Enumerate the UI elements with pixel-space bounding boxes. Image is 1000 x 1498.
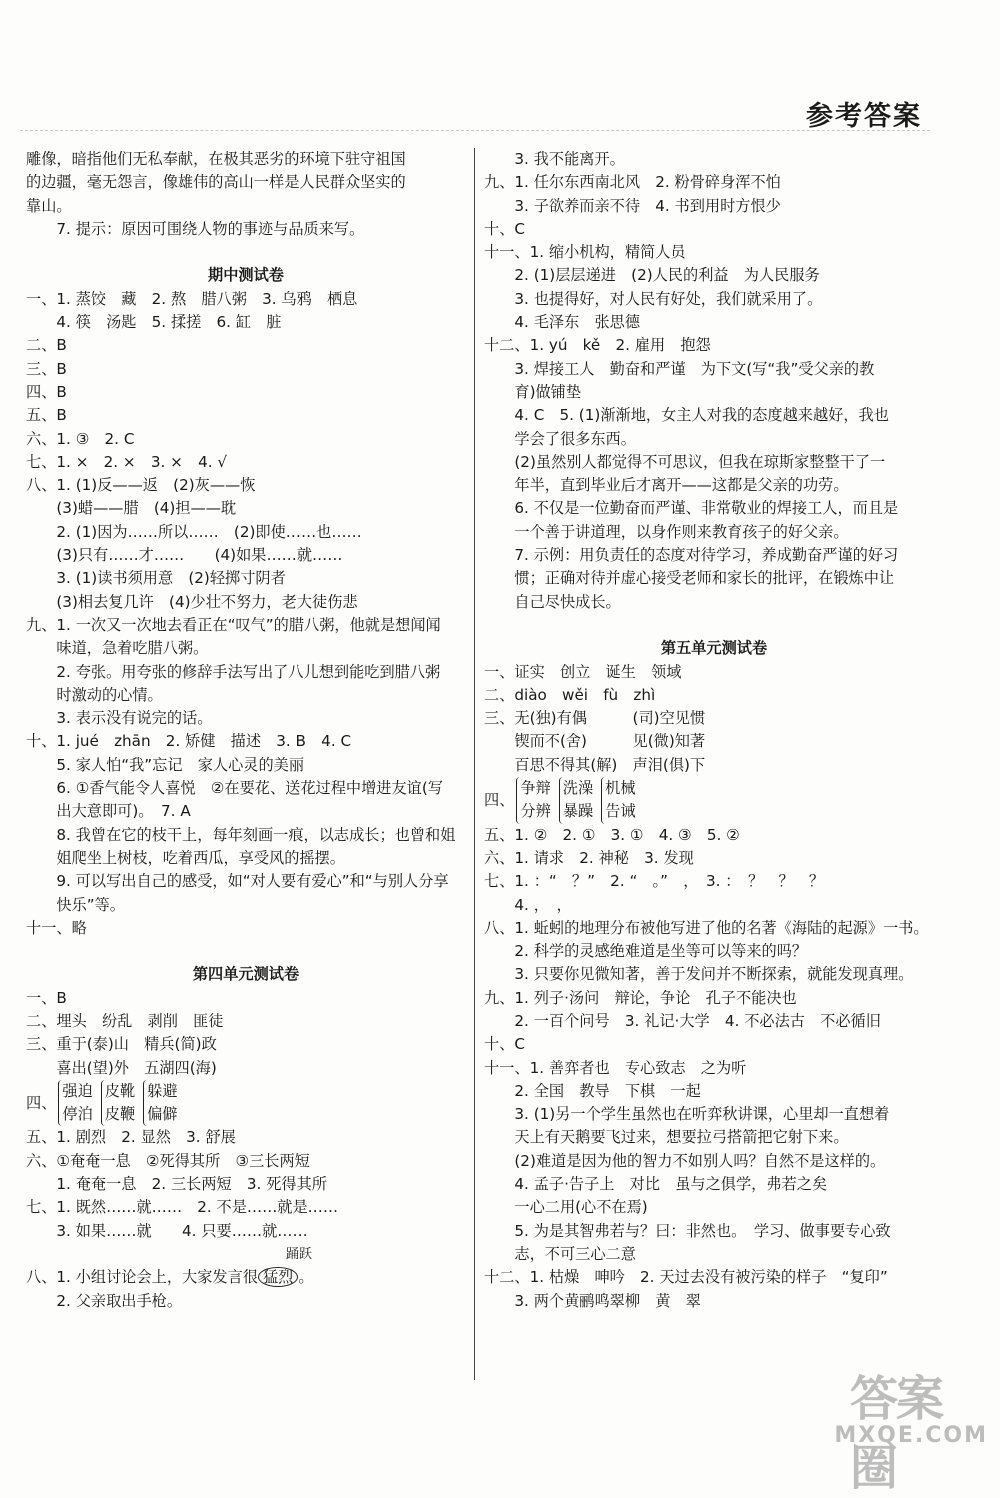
answer-line: (2)虽然别人都觉得不可思议，但我在琼斯家整整干了一 (484, 452, 886, 471)
answer-line: 3. 我不能离开。 (484, 150, 625, 168)
answer-line: 三、B (26, 359, 67, 378)
answer-line: 三、无(独)有偶 (司)空见惯 (484, 709, 706, 728)
brace-word: 分辨 (520, 802, 551, 821)
answer-line: 七、1. ：“ ？” 2. “ 。” ， 3. ： ？ ？ ？ (484, 872, 825, 891)
answer-line: 靠山。 (26, 196, 72, 215)
answer-line: 喜出(望)外 五湖四(海) (26, 1058, 217, 1077)
answer-line: 十一、略 (26, 918, 87, 937)
watermark-url: MXQE.COM (834, 1423, 988, 1448)
brace-word: 暴躁 (562, 802, 594, 821)
brace-word: 停泊 (62, 1105, 93, 1124)
handwritten-correction: 踊跃 (286, 1246, 313, 1262)
answer-line: 1. 奄奄一息 2. 三长两短 3. 死得其所 (26, 1175, 327, 1194)
right-column (484, 148, 944, 1313)
brace-word: 皮鞭 (104, 1105, 136, 1124)
brace-word: 皮靴 (104, 1081, 136, 1100)
answer-line: (3)只有……才…… (4)如果……就…… (26, 546, 343, 565)
answer-line: 一心二用(心不在焉) (484, 1198, 679, 1217)
circled-word: 猛烈 (258, 1267, 298, 1287)
answer-line: 3. 两个黄鹂鸣翠柳 黄 翠 (484, 1291, 701, 1310)
answer-line: 4. ， ， (484, 895, 572, 914)
answer-line: 二、diào wěi fù zhì (484, 685, 656, 704)
brace-word: 躲避 (147, 1081, 178, 1100)
answer-line: 学会了很多东西。 (484, 429, 636, 448)
answer-line: 一、B (26, 988, 67, 1007)
answer-line: 天上有天鹅要飞过来，想要拉弓搭箭把它射下来。 (484, 1128, 849, 1147)
unit4-answers-a (26, 987, 466, 1080)
brace-word: 洗澡 (562, 779, 594, 798)
intro-block (26, 148, 466, 241)
answer-line: 惯；正确对待并虚心接受老师和家长的批评，在锻炼中让 (484, 569, 895, 588)
answer-line: 十、C (484, 219, 525, 238)
answer-line: 九、1. 一次又一次地去看正在“叹气”的腊八粥，他就是想闻闻 (26, 615, 441, 634)
midterm-answers (26, 288, 466, 940)
brace-group (58, 1080, 92, 1127)
unit5-answers-b (484, 824, 944, 1313)
brace-word: 强迫 (62, 1081, 93, 1100)
brace-group (516, 777, 550, 824)
answer-line: 快乐”等。 (26, 895, 125, 914)
answer-line: 4. 孟子·告子上 对比 虽与之俱学，弗若之矣 (484, 1175, 828, 1194)
unit4-section-title: 第四单元测试卷 (192, 965, 300, 984)
answer-line: 六、①奄奄一息 ②死得其所 ③三长两短 (26, 1151, 310, 1170)
page-header-title: 参考答案 (806, 101, 922, 132)
answer-line: 2. 科学的灵感绝难道是坐等可以等来的吗？ (484, 942, 808, 961)
answer-line: 2. (1)因为……所以…… (2)即使……也…… (26, 522, 362, 541)
answer-line: 十一、1. 善弈者也 专心致志 之为听 (484, 1058, 747, 1077)
unit5-section-title: 第五单元测试卷 (660, 639, 768, 658)
answer-line: 七、1. 既然……就…… 2. 不是……就是…… (26, 1198, 339, 1217)
brace-word: 告诫 (605, 802, 636, 821)
answer-line: 二、埋头 纷乱 剥削 匪徒 (26, 1011, 224, 1030)
answer-line: 味道，急着吃腊八粥。 (26, 639, 209, 658)
unit5-q4-braces (484, 777, 944, 824)
answer-line: 4. 毛泽东 张思德 (484, 313, 641, 332)
q8-next-line: 2. 父亲取出手枪。 (26, 1291, 183, 1310)
question-label: 四、 (484, 790, 515, 809)
brace-group (101, 1080, 135, 1127)
answer-line: 育)做铺垫 (484, 382, 582, 401)
answer-line: 五、1. ② 2. ① 3. ① 4. ③ 5. ② (484, 825, 740, 844)
brace-group (143, 1080, 177, 1127)
brace-word: 争辩 (520, 779, 551, 798)
answer-line: (2)难道是因为他的智力不如别人吗？自然不是这样的。 (484, 1151, 886, 1170)
answer-line: 百思不得其(解) 声泪(俱)下 (484, 755, 706, 774)
brace-group (601, 777, 635, 824)
answer-line: 年半，直到毕业后才离开——这都是父亲的功劳。 (484, 476, 849, 495)
answer-line: 雕像，暗指他们无私奉献，在极其恶劣的环境下驻守祖国 (26, 150, 406, 168)
left-column (26, 148, 466, 1313)
midterm-section-title: 期中测试卷 (208, 266, 284, 285)
answer-line: 3. 表示没有说完的话。 (26, 709, 213, 728)
brace-word: 机械 (605, 779, 636, 798)
answer-line: 十、C (484, 1035, 525, 1054)
answer-line: 的边疆，毫无怨言，像雄伟的高山一样是人民群众坚实的 (26, 173, 406, 192)
answer-line: 十、1. jué zhān 2. 矫健 描述 3. B 4. C (26, 732, 352, 751)
answer-line: 4. C 5. (1)渐渐地，女主人对我的态度越来越好，我也 (484, 406, 889, 425)
answer-line: 八、1. (1)反——返 (2)灰——恢 (26, 476, 256, 495)
answer-line: 七、1. × 2. × 3. × 4. √ (26, 452, 228, 471)
header-rule (20, 130, 930, 131)
answer-line: 3. 只要你见微知著，善于发问并不断探索，就能发现真理。 (484, 965, 914, 984)
answer-line: 志，不可三心二意 (484, 1244, 636, 1263)
unit4-q4-braces (26, 1080, 466, 1127)
answer-line: 九、1. 任尔东西南北风 2. 粉骨碎身浑不怕 (484, 173, 781, 192)
unit4-q8 (26, 1243, 466, 1290)
watermark-logo-text: 答案圈 (850, 1371, 943, 1496)
q8-line: 八、1. 小组讨论会上，大家发言很 猛烈 。 (26, 1268, 314, 1287)
answer-line: 六、1. ③ 2. C (26, 429, 135, 448)
answer-line: 3. 也提得好，对人民有好处，我们就采用了。 (484, 289, 823, 308)
answer-line: 3. (1)读书须用意 (2)轻掷寸阴者 (26, 569, 286, 588)
answer-line: 时激动的心情。 (26, 685, 163, 704)
answer-line: 出大意即可)。 7. A (26, 802, 191, 821)
answer-line: 三、重于(泰)山 精兵(简)政 (26, 1035, 217, 1054)
answer-line: 一、1. 蒸饺 藏 2. 熬 腊八粥 3. 乌鸦 栖息 (26, 289, 358, 308)
answer-line: 2. 夸张。用夸张的修辞手法写出了八儿想到能吃到腊八粥 (26, 662, 441, 681)
answer-line: 5. 家人怕“我”忘记 家人心灵的美丽 (26, 755, 305, 774)
answer-line: 五、1. 剧烈 2. 显然 3. 舒展 (26, 1128, 236, 1147)
answer-line: 十二、1. yú kě 2. 雇用 抱怨 (484, 336, 711, 355)
answer-line: 一、证实 创立 诞生 领域 (484, 662, 682, 681)
column-divider (474, 148, 475, 1380)
unit5-answers-a (484, 661, 944, 777)
site-watermark (834, 1356, 1000, 1496)
answer-line: 9. 可以写出自己的感受，如“对人要有爱心”和“与别人分享 (26, 872, 449, 891)
answer-line: 十二、1. 枯燥 呻吟 2. 天过去没有被污染的样子 “复印” (484, 1268, 888, 1287)
question-label: 四、 (26, 1093, 57, 1112)
answer-line: 6. 不仅是一位勤奋而严谨、非常敬业的焊接工人，而且是 (484, 499, 899, 518)
answer-line: (3)蜡——腊 (4)担——耽 (26, 499, 237, 518)
answer-line: 6. ①香气能令人喜悦 ②在要花、送花过程中增进友谊(写 (26, 779, 443, 798)
unit4-answers-b (26, 1126, 466, 1242)
answer-line: 3. 子欲养而亲不待 4. 书到用时方恨少 (484, 196, 781, 215)
answer-line: 3. 如果……就 4. 只要……就…… (26, 1221, 308, 1240)
answer-line: 7. 示例：用负责任的态度对待学习，养成勤奋严谨的好习 (484, 546, 899, 565)
answer-line: 7. 提示：原因可围绕人物的事迹与品质来写。 (26, 219, 365, 238)
answer-line: 3. 焊接工人 勤奋和严谨 为下文(写“我”受父亲的教 (484, 359, 875, 378)
answer-line: 八、1. 蚯蚓的地理分布被他写进了他的名著《海陆的起源》一书。 (484, 918, 929, 937)
answer-line: 二、B (26, 336, 67, 355)
answer-line: 2. 一百个问号 3. 礼记·大学 4. 不必法古 不必循旧 (484, 1011, 881, 1030)
answer-line: 九、1. 列子·汤问 辩论，争论 孔子不能决也 (484, 988, 797, 1007)
answer-line: 2. 全国 教导 下棋 一起 (484, 1081, 701, 1100)
answer-line: 自己尽快成长。 (484, 592, 621, 611)
answer-line: 3. (1)另一个学生虽然也在听弈秋讲课，心里却一直想着 (484, 1105, 890, 1124)
answer-line: 2. (1)层层递进 (2)人民的利益 为人民服务 (484, 266, 820, 285)
answer-line: 一个善于讲道理，以身作则来教育孩子的好父亲。 (484, 522, 849, 541)
answer-line: 5. 为是其智弗若与？曰：非然也。 学习、做事要专心致 (484, 1221, 891, 1240)
answer-line: 锲而不(舍) 见(微)知著 (484, 732, 706, 751)
answer-line: 四、B (26, 382, 67, 401)
answer-line: 五、B (26, 406, 67, 425)
brace-word: 偏僻 (147, 1105, 178, 1124)
answer-line: 十一、1. 缩小机构，精简人员 (484, 243, 686, 262)
answer-line: 姐爬坐上树枝，吃着西瓜，享受风的摇摆。 (26, 848, 345, 867)
answer-line: 六、1. 请求 2. 神秘 3. 发现 (484, 848, 694, 867)
answer-line: (3)相去复几许 (4)少壮不努力，老大徒伤悲 (26, 592, 358, 611)
right-answers-a (484, 148, 944, 614)
answer-line: 8. 我曾在它的枝干上，每年刻画一痕，以志成长；也曾和姐 (26, 825, 456, 844)
brace-group (559, 777, 593, 824)
answer-line: 4. 筷 汤匙 5. 揉搓 6. 缸 脏 (26, 313, 282, 332)
